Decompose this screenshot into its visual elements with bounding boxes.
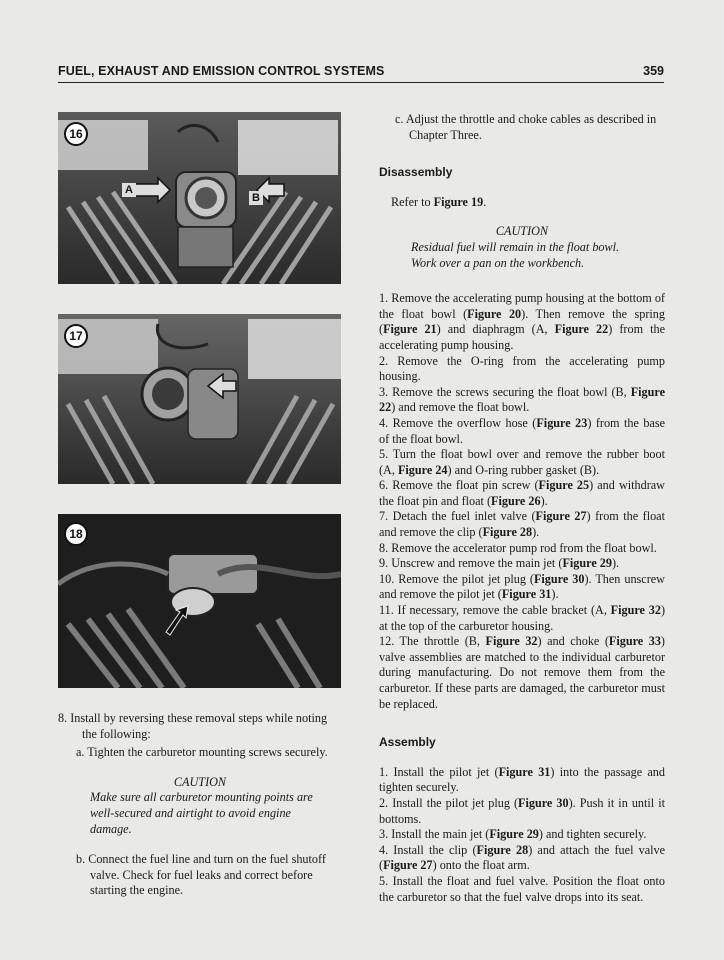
step-text: ) and choke (: [537, 634, 609, 649]
step-text: ).: [532, 525, 540, 540]
assembly-step-1: [379, 765, 665, 796]
figure-17-photo: [58, 314, 341, 484]
page-number: 359: [643, 64, 664, 78]
figure-number-badge: 16: [64, 122, 88, 146]
disassembly-step-9: [379, 556, 665, 572]
caution-title: CAUTION: [173, 774, 227, 789]
figure-number-badge: 18: [64, 522, 88, 546]
disassembly-step-11: [379, 603, 665, 634]
step-text: 1. Install the pilot jet (: [379, 764, 499, 779]
figure-reference: Figure 22: [554, 322, 609, 337]
assembly-step-5: [379, 874, 665, 905]
figure-reference: Figure 31: [501, 587, 552, 602]
assembly-step-4: [379, 843, 665, 874]
step-text: ) valve assemblies are matched to the individual carburetor during manufacturing. Do not remove them from the carburetor. If these parts are damaged, the carburetor must be replaced.: [379, 634, 665, 711]
step-text: ) from the base of the float bowl.: [379, 415, 665, 446]
disassembly-step-7: [379, 509, 665, 540]
caution-body: Residual fuel will remain in the float bowl. Work over a pan on the workbench.: [411, 239, 620, 270]
disassembly-heading: Disassembly: [379, 165, 453, 180]
figure-reference: Figure 25: [538, 478, 590, 493]
step-text: ) and remove the float bowl.: [391, 400, 530, 415]
disassembly-step-4: [379, 416, 665, 447]
figure-reference: Figure 29: [562, 556, 612, 571]
step-text: ) onto the float arm.: [432, 858, 530, 873]
assembly-heading: Assembly: [379, 735, 436, 750]
figure-reference: Figure 27: [535, 509, 587, 524]
figure-reference: Figure 27: [383, 858, 433, 873]
figure-reference: Figure 33: [608, 634, 661, 649]
figure-reference: Figure 28: [482, 525, 533, 540]
figure-reference: Figure 26: [491, 493, 541, 508]
disassembly-step-8: [379, 541, 665, 557]
step-text: 11. If necessary, remove the cable bracket (A,: [379, 603, 611, 618]
step-text: 12. The throttle (B,: [379, 634, 486, 649]
step-text: ) from the accelerating pump housing.: [379, 322, 666, 352]
step-text: ) at the top of the carburetor housing.: [379, 603, 665, 633]
figure-reference: Figure 22: [379, 384, 665, 415]
step-8a: a. Tighten the carburetor mounting screws securely.: [76, 745, 328, 760]
assembly-step-2: [379, 796, 665, 827]
figure-reference: Figure 29: [489, 827, 539, 842]
step-8b: b. Connect the fuel line and turn on the fuel shutoff valve. Check for fuel leaks and correct before starting the engine.: [76, 852, 326, 898]
caution-title: CAUTION: [495, 224, 549, 239]
figure-reference: Figure 23: [536, 415, 588, 430]
step-text: ). Push it in until it bottoms.: [379, 795, 665, 826]
step-text: ) and withdraw the float pin and float (: [379, 478, 665, 508]
step-text: ) and tighten securely.: [538, 827, 647, 842]
step-text: ).: [540, 493, 548, 508]
step-text: 5. Turn the float bowl over and remove the rubber boot (A,: [379, 447, 665, 477]
figure-reference: Figure 20: [467, 306, 522, 321]
page-header: [58, 64, 664, 83]
right-text-column: [379, 112, 665, 905]
step-text: 3. Remove the screws securing the float bowl (B,: [379, 384, 631, 399]
step-text: 7. Detach the fuel inlet valve (: [379, 509, 536, 524]
assembly-steps: [379, 765, 665, 905]
step-text: 4. Install the clip (: [379, 842, 477, 857]
step-text: 9. Unscrew and remove the main jet (: [379, 556, 563, 571]
step-c: c. Adjust the throttle and choke cables as described in Chapter Three.: [395, 112, 657, 142]
step-text: 10. Remove the pilot jet plug (: [379, 571, 534, 586]
refer-suffix: .: [483, 194, 487, 209]
figure-reference: Figure 21: [383, 322, 437, 337]
figure-reference: Figure 32: [485, 634, 538, 649]
figure-reference: Figure 32: [610, 603, 661, 618]
disassembly-step-6: [379, 478, 665, 509]
figure-reference: Figure 31: [498, 764, 551, 779]
step-text: ). Then unscrew and remove the pilot jet (: [379, 571, 665, 602]
disassembly-step-3: [379, 385, 665, 416]
disassembly-step-1: [379, 291, 665, 353]
figure-number-badge: 17: [64, 324, 88, 348]
step-text: ).: [551, 587, 559, 602]
step-text: ) into the passage and tighten securely.: [379, 764, 665, 795]
callout-a: A: [122, 183, 136, 197]
step-text: 2. Install the pilot jet plug (: [379, 795, 519, 810]
step-text: 2. Remove the O-ring from the accelerating pump housing.: [379, 353, 665, 384]
step-text: ) from the float and remove the clip (: [379, 509, 665, 540]
step-text: ) and attach the fuel valve (: [379, 842, 666, 873]
disassembly-step-5: [379, 447, 665, 478]
step-8: 8. Install by reversing these removal steps while noting the following:: [58, 711, 328, 741]
refer-figure: Figure 19: [433, 194, 484, 209]
step-text: ) and O-ring rubber gasket (B).: [447, 462, 600, 477]
refer-line: [379, 195, 665, 211]
figure-18-photo: [58, 514, 341, 688]
step-text: 3. Install the main jet (: [379, 827, 490, 842]
disassembly-step-10: [379, 572, 665, 603]
assembly-step-3: [379, 827, 665, 843]
step-text: 8. Remove the accelerator pump rod from the float bowl.: [379, 540, 657, 555]
figure-16-photo: [58, 112, 341, 284]
step-text: 4. Remove the overflow hose (: [379, 415, 537, 430]
disassembly-step-12: [379, 634, 665, 712]
step-text: ).: [611, 556, 620, 571]
figure-reference: Figure 30: [533, 571, 585, 586]
caution-body: Make sure all carburetor mounting points are well-secured and airtight to avoid engine damage.: [90, 790, 313, 836]
step-text: ). Then remove the spring (: [379, 306, 665, 337]
callout-b: B: [249, 191, 263, 205]
chapter-title: FUEL, EXHAUST AND EMISSION CONTROL SYSTEMS: [58, 64, 385, 78]
disassembly-steps: [379, 291, 665, 712]
figure-reference: Figure 28: [476, 842, 529, 857]
step-text: 5. Install the float and fuel valve. Position the float onto the carburetor so that the fuel valve drops into its seat.: [379, 873, 665, 904]
refer-prefix: Refer to: [391, 194, 434, 209]
disassembly-step-2: [379, 354, 665, 385]
step-text: 6. Remove the float pin screw (: [379, 478, 539, 493]
figure-reference: Figure 24: [397, 462, 448, 477]
figure-reference: Figure 30: [518, 795, 569, 810]
step-text: 1. Remove the accelerating pump housing at the bottom of the float bowl (: [379, 291, 665, 321]
left-text-column: [58, 711, 342, 899]
step-text: ) and diaphragm (A,: [436, 322, 555, 337]
